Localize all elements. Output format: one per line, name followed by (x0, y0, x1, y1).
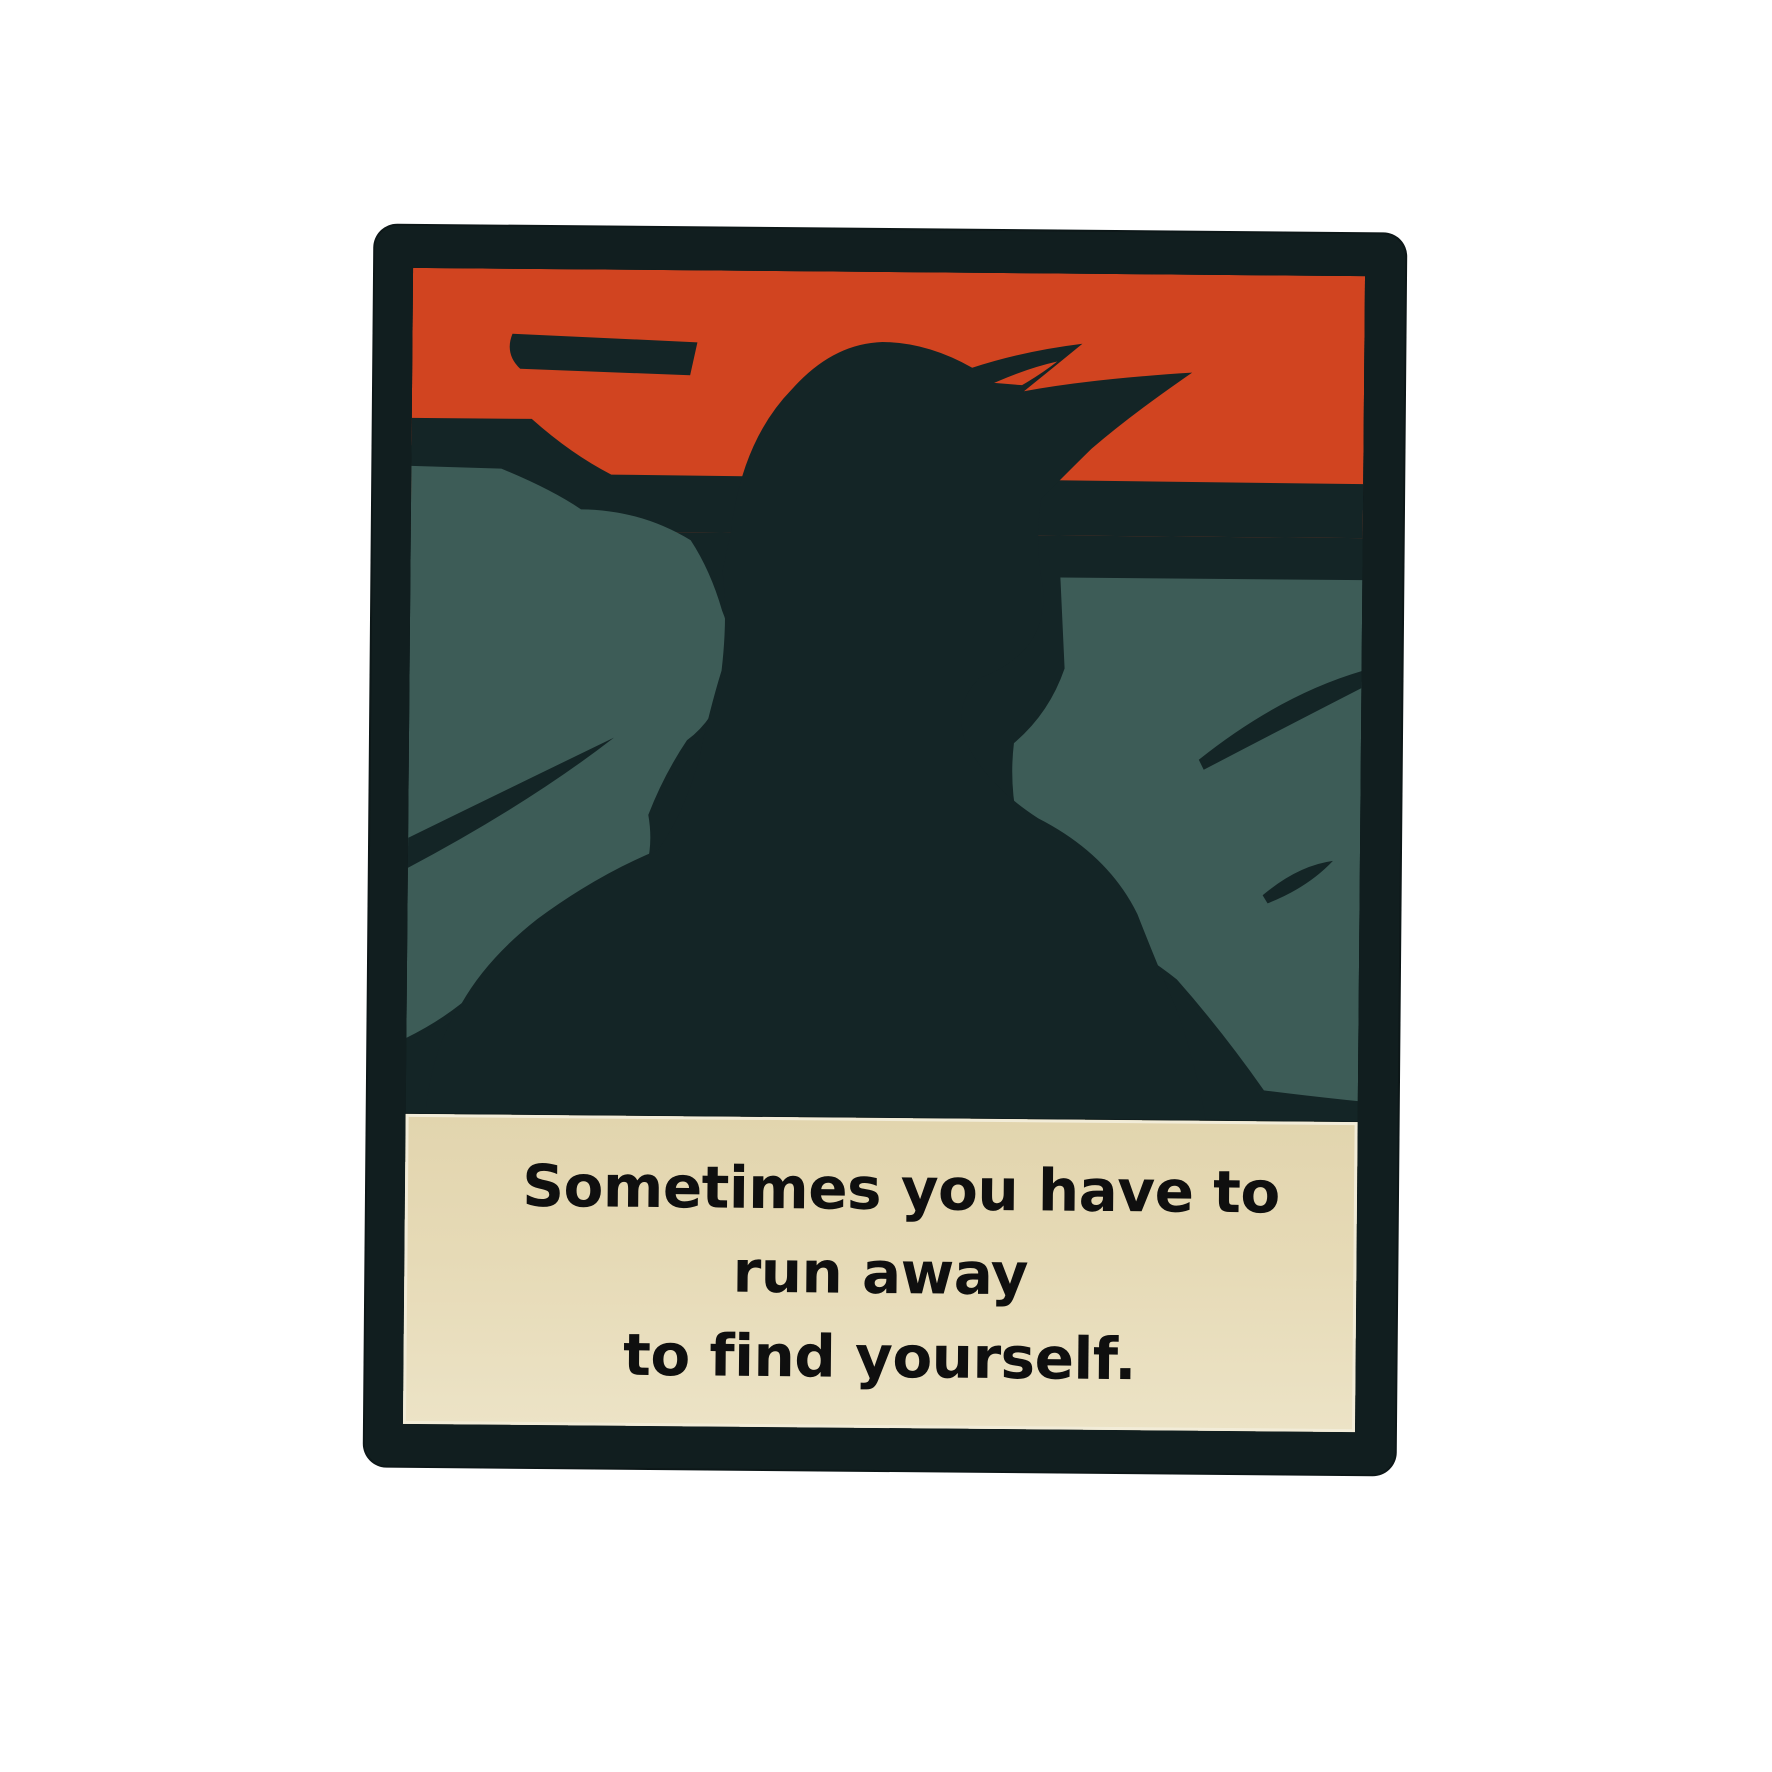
caption-line-1: Sometimes you have to (522, 1151, 1281, 1227)
caption-panel (403, 1114, 1358, 1432)
caption-quote (403, 1143, 1357, 1403)
poster-card (365, 226, 1406, 1475)
caption-line-2: run away (732, 1237, 1029, 1309)
silhouette-figure-icon (406, 268, 1365, 1121)
caption-line-3: to find yourself. (622, 1320, 1137, 1394)
silhouette-illustration (406, 268, 1365, 1121)
